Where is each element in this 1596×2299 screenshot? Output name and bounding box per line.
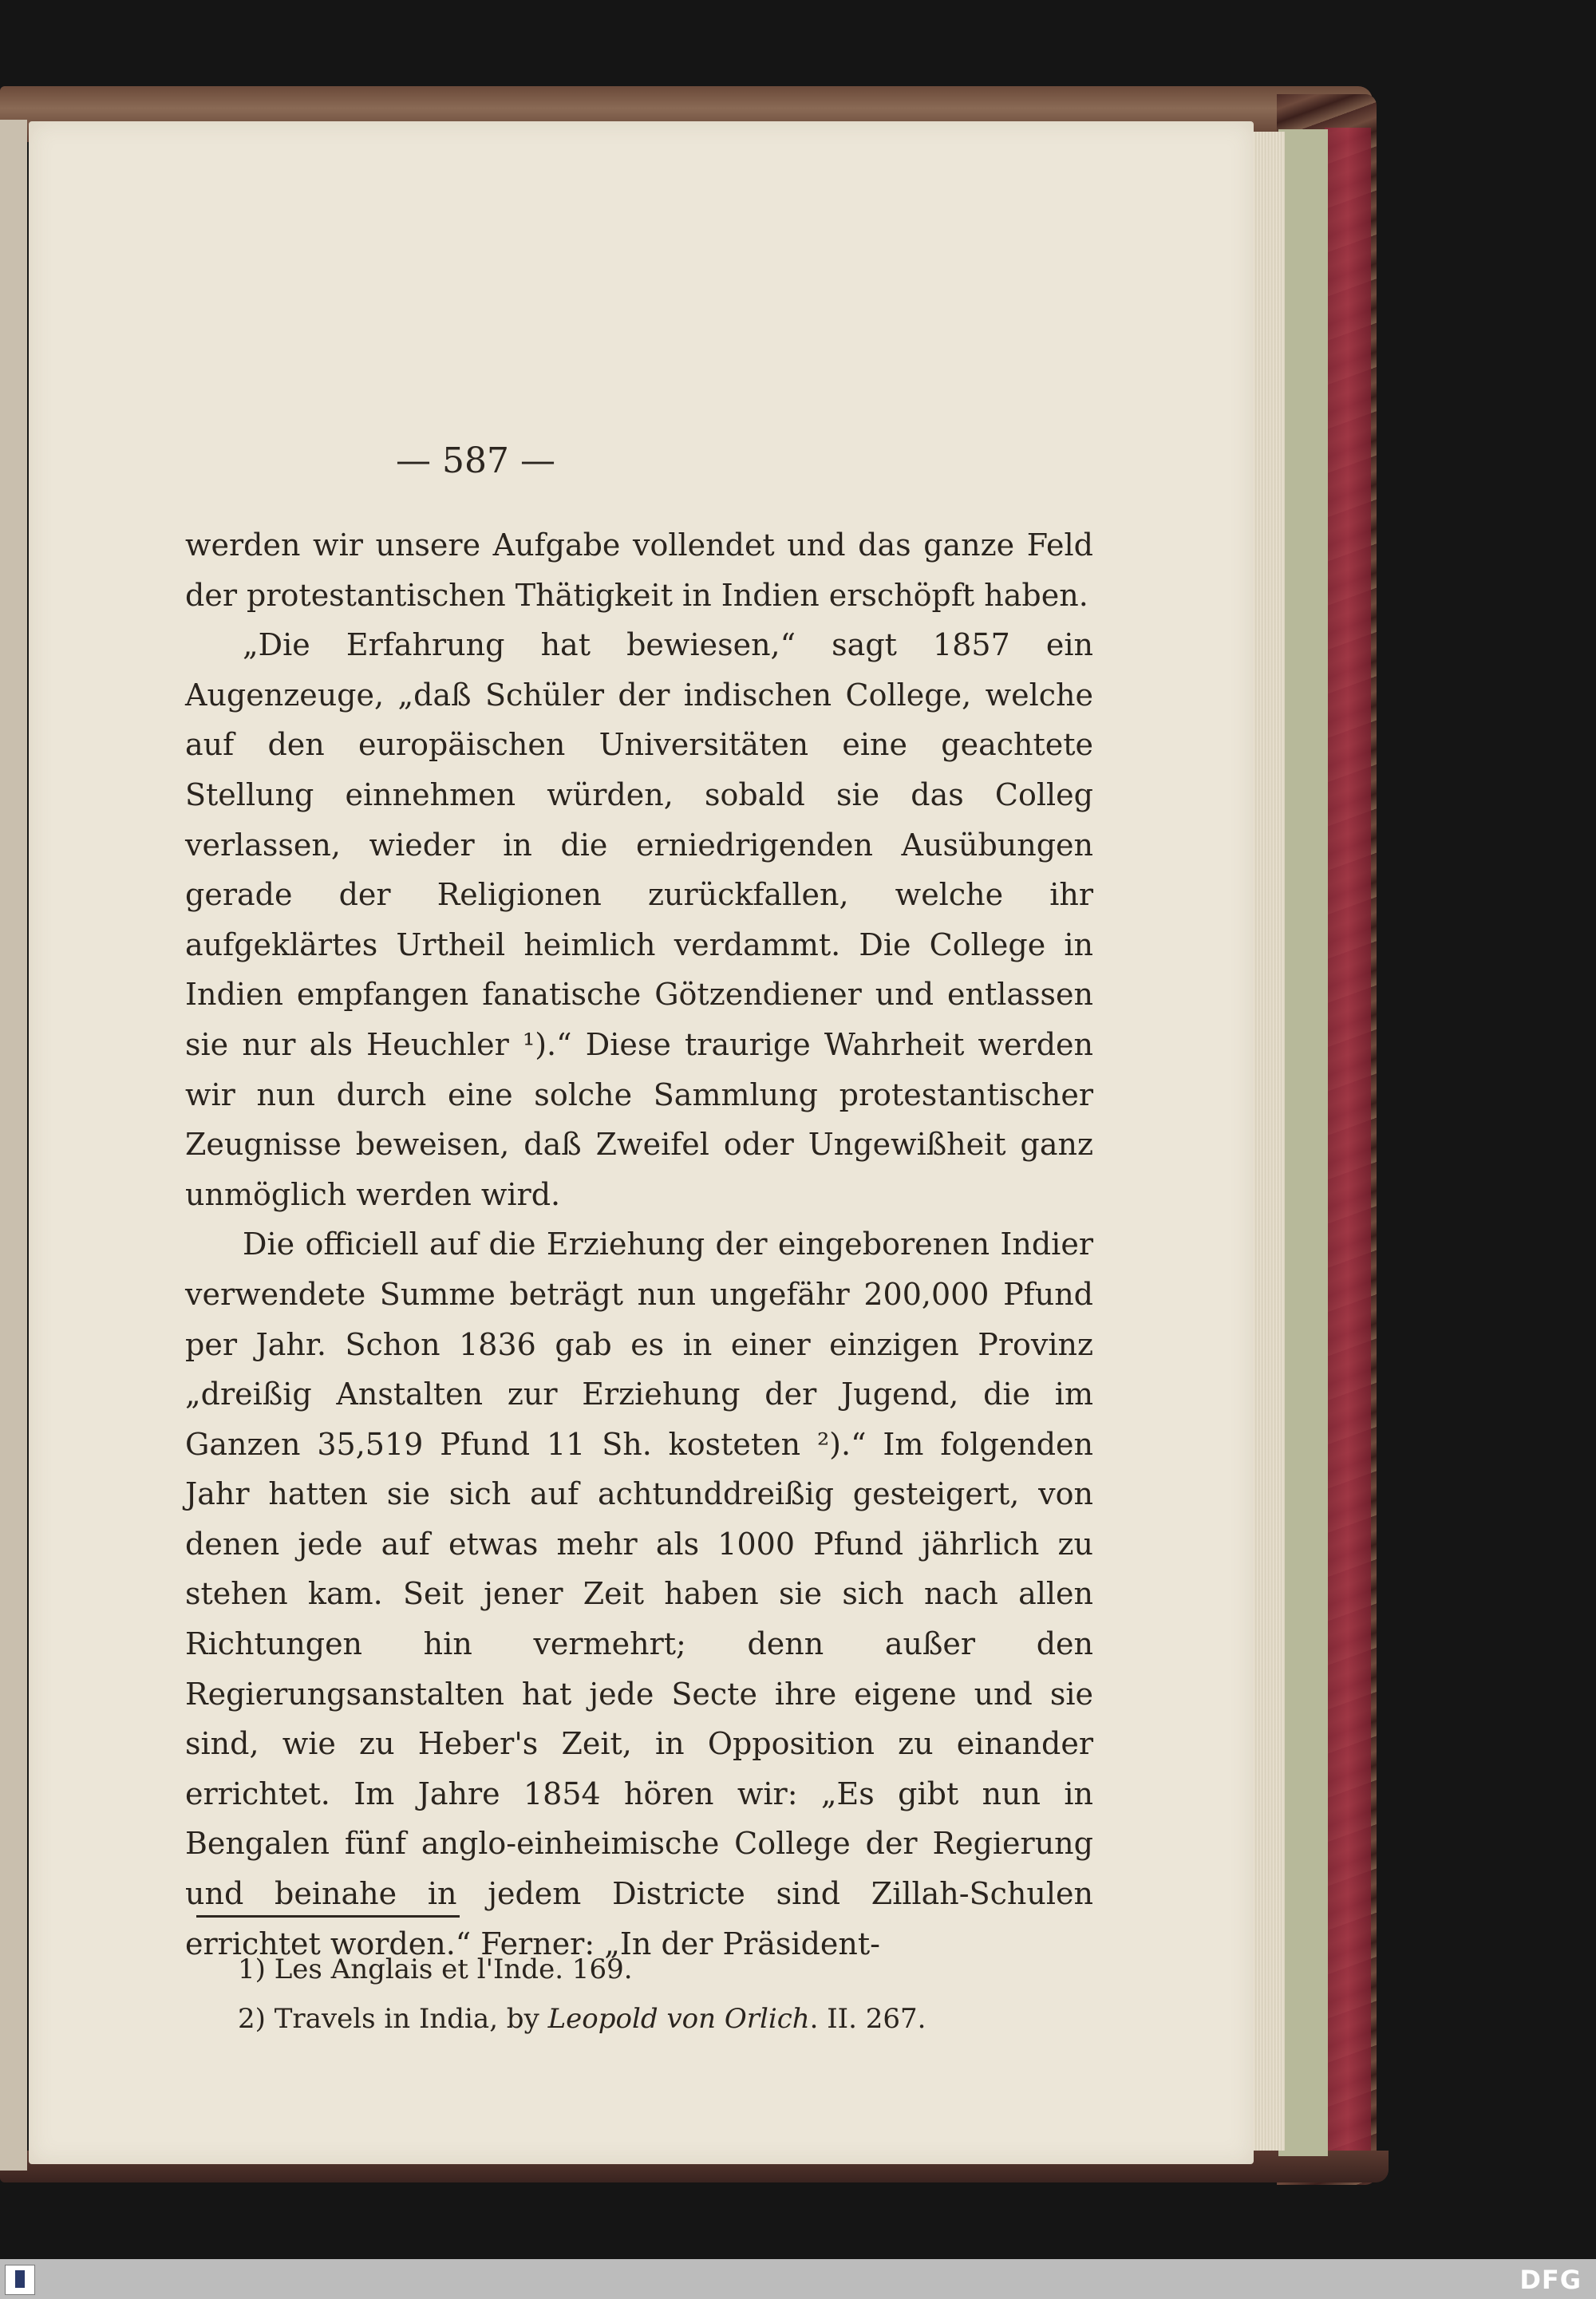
footnote-1 (238, 1945, 1116, 1994)
footnote-marker: 1) (238, 1953, 266, 1985)
viewer-footer-bar (0, 2259, 1596, 2299)
book-spine-red (1325, 128, 1371, 2171)
page-body-text (185, 520, 1093, 1969)
paragraph: werden wir unsere Aufgabe vollendet und das ganze Feld der protestantischen Thätigkeit in Indien erschöpft haben. (185, 527, 1093, 613)
page-number: — 587 — (396, 440, 555, 481)
paragraph: „Die Erfahrung hat bewiesen,“ sagt 1857 ein Augenzeuge, „daß Schüler der indischen College, welche auf den europäischen Universitäten eine geachtete Stellung einnehmen würden, sobald sie das Colleg verlassen, wieder in die erniedrigenden Ausübungen gerade der Religionen zurückfallen, welche ihr aufgeklärtes Urtheil heimlich verdammt. Die College in Indien empfangen fanatische Götzendiener und entlassen sie nur als Heuchler ¹).“ Diese traurige Wahrheit werden wir nun durch eine solche Sammlung protestantischer Zeugnisse beweisen, daß Zweifel oder Ungewißheit ganz unmöglich werden wird. (185, 627, 1093, 1212)
footnote-marker: 2) (238, 2003, 266, 2035)
footnote-divider (196, 1915, 460, 1918)
library-logo-icon (5, 2265, 35, 2295)
dfg-logo: DFG (1519, 2265, 1582, 2295)
footnote-text: Les Anglais et l'Inde. 169. (274, 1953, 633, 1985)
footnote-author: Leopold von Orlich (547, 2003, 810, 2035)
book-page (29, 121, 1254, 2164)
paragraph: Die officiell auf die Erziehung der eingeborenen Indier verwendete Summe beträgt nun ungefähr 200,000 Pfund per Jahr. Schon 1836 gab es in einer einzigen Provinz „dreißig Anstalten zur Erziehung der Jugend, die im Ganzen 35,519 Pfund 11 Sh. kosteten ²).“ Im folgenden Jahr hatten sie sich auf achtunddreißig gesteigert, von denen jede auf etwas mehr als 1000 Pfund jährlich zu stehen kam. Seit jener Zeit haben sie sich nach allen Richtungen hin vermehrt; denn außer den Regierungsanstalten hat jede Secte ihre eigene und sie sind, wie zu Heber's Zeit, in Opposition zu einander errichtet. Im Jahre 1854 hören wir: „Es gibt nun in Bengalen fünf anglo-einheimische College der Regierung und beinahe in jedem Districte sind Zillah-Schulen errichtet worden.“ Ferner: „In der Präsident- (185, 1227, 1093, 1961)
footnotes (238, 1945, 1116, 2044)
endpaper (1278, 129, 1328, 2156)
book-cover-left (0, 120, 27, 2171)
footnote-text: Travels in India, by (274, 2003, 548, 2035)
footnote-reference: . II. 267. (809, 2003, 926, 2035)
footnote-2 (238, 1994, 1116, 2044)
